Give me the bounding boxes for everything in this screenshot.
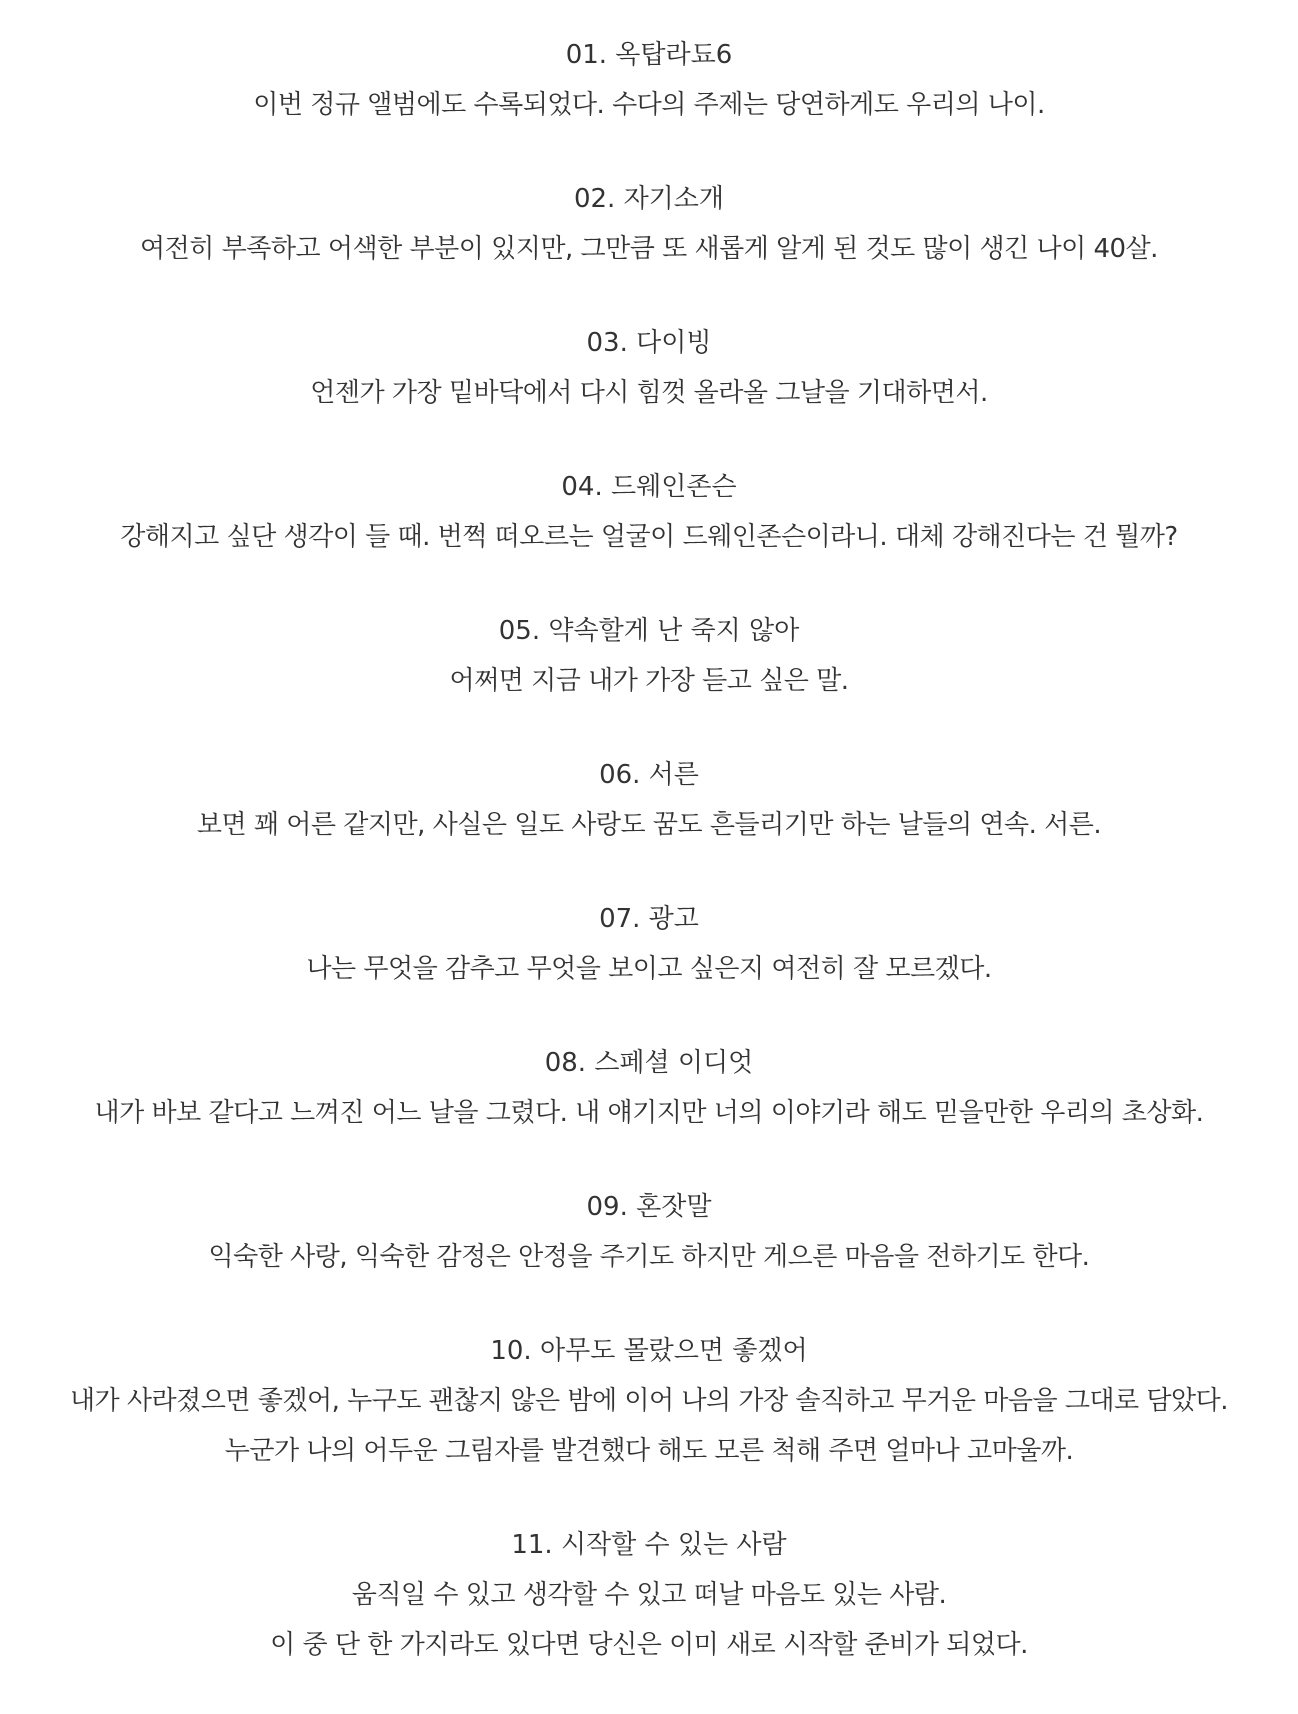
track-title: 10. 아무도 몰랐으면 좋겠어 xyxy=(490,1336,808,1366)
track-description: 움직일 수 있고 생각할 수 있고 떠날 마음도 있는 사람. xyxy=(351,1580,947,1610)
track-item xyxy=(0,606,1298,750)
track-description: 이 중 단 한 가지라도 있다면 당신은 이미 새로 시작할 준비가 되었다. xyxy=(270,1630,1028,1660)
track-title: 11. 시작할 수 있는 사람 xyxy=(511,1530,787,1560)
track-title: 08. 스페셜 이디엇 xyxy=(544,1048,754,1078)
track-description: 누군가 나의 어두운 그림자를 발견했다 해도 모른 척해 주면 얼마나 고마울까. xyxy=(224,1436,1074,1466)
track-description: 여전히 부족하고 어색한 부분이 있지만, 그만큼 또 새롭게 알게 된 것도 많이 생긴 나이 40살. xyxy=(140,234,1158,264)
track-item xyxy=(0,894,1298,1038)
track-item xyxy=(0,1520,1298,1714)
track-title: 07. 광고 xyxy=(599,904,699,934)
track-item xyxy=(0,462,1298,606)
track-item xyxy=(0,1038,1298,1182)
track-item xyxy=(0,174,1298,318)
track-description: 보면 꽤 어른 같지만, 사실은 일도 사랑도 꿈도 흔들리기만 하는 날들의 연속. 서른. xyxy=(196,810,1102,840)
track-title: 04. 드웨인존슨 xyxy=(561,472,737,502)
track-title: 05. 약속할게 난 죽지 않아 xyxy=(498,616,800,646)
track-item xyxy=(0,318,1298,462)
track-description: 언젠가 가장 밑바닥에서 다시 힘껏 올라올 그날을 기대하면서. xyxy=(310,378,988,408)
track-description: 나는 무엇을 감추고 무엇을 보이고 싶은지 여전히 잘 모르겠다. xyxy=(306,954,992,984)
track-description: 익숙한 사랑, 익숙한 감정은 안정을 주기도 하지만 게으른 마음을 전하기도 한다. xyxy=(208,1242,1090,1272)
track-title: 06. 서른 xyxy=(599,760,699,790)
track-item xyxy=(0,30,1298,174)
track-item xyxy=(0,1182,1298,1326)
track-title: 01. 옥탑라됴6 xyxy=(565,40,733,70)
track-description: 내가 사라졌으면 좋겠어, 누구도 괜찮지 않은 밤에 이어 나의 가장 솔직하고 무거운 마음을 그대로 담았다. xyxy=(69,1386,1229,1416)
track-description: 내가 바보 같다고 느껴진 어느 날을 그렸다. 내 얘기지만 너의 이야기라 해도 믿을만한 우리의 초상화. xyxy=(94,1098,1204,1128)
track-item xyxy=(0,1326,1298,1520)
track-description: 이번 정규 앨범에도 수록되었다. 수다의 주제는 당연하게도 우리의 나이. xyxy=(253,90,1045,120)
track-item xyxy=(0,750,1298,894)
track-title: 03. 다이빙 xyxy=(586,328,712,358)
track-title: 02. 자기소개 xyxy=(573,184,725,214)
track-description: 어쩌면 지금 내가 가장 듣고 싶은 말. xyxy=(449,666,849,696)
track-description: 강해지고 싶단 생각이 들 때. 번쩍 떠오르는 얼굴이 드웨인존슨이라니. 대체 강해진다는 건 뭘까? xyxy=(120,522,1178,552)
track-title: 09. 혼잣말 xyxy=(586,1192,712,1222)
